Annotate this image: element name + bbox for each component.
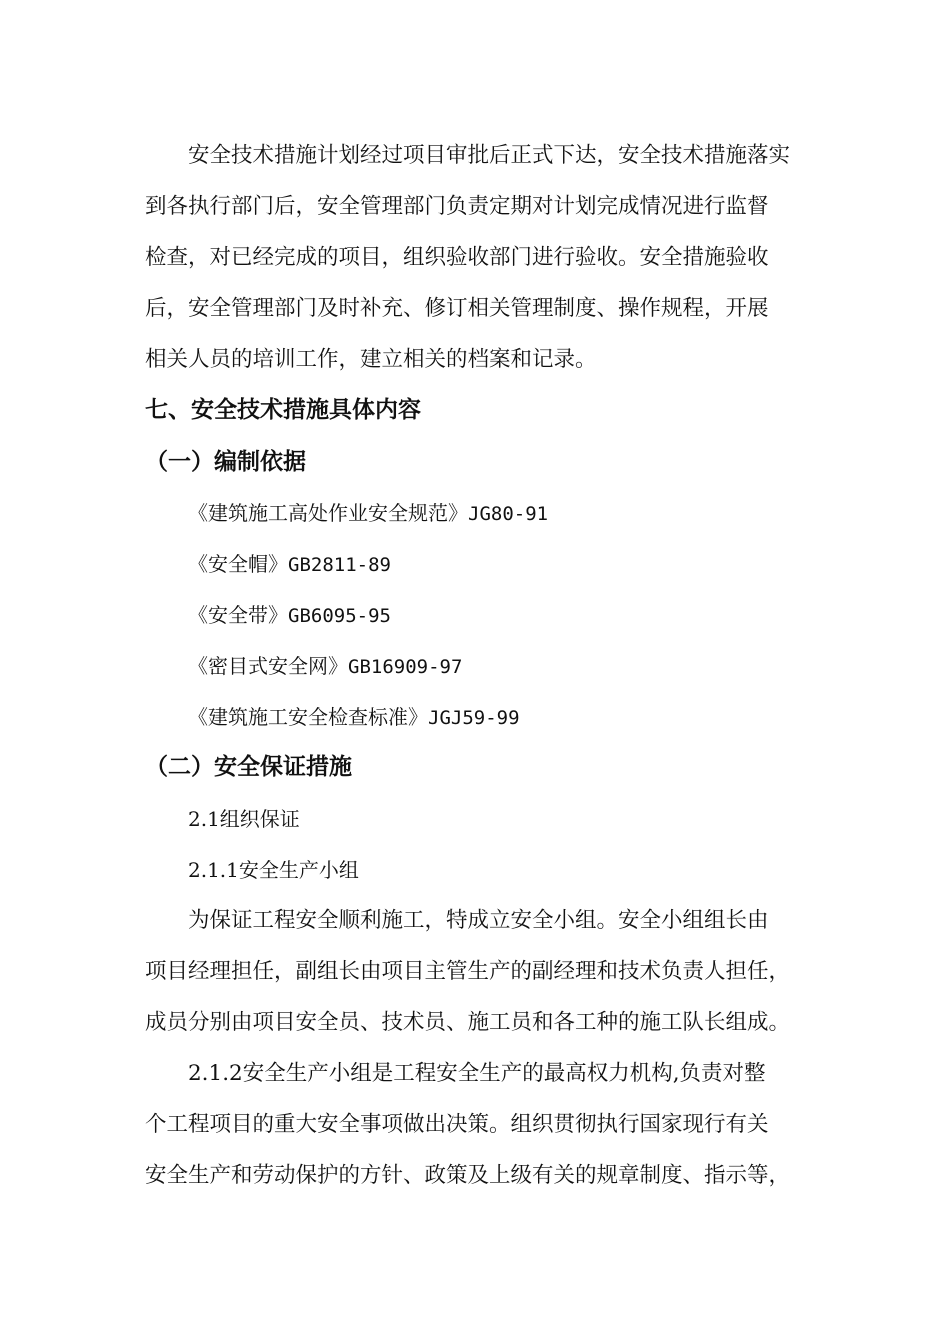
section-heading: 七、安全技术措施具体内容 (145, 397, 421, 423)
reference-code: GB2811-89 (288, 554, 391, 576)
reference-code: JGJ59-99 (428, 707, 520, 729)
reference-code: GB6095-95 (288, 605, 391, 627)
reference-title: 《密目式安全网》 (188, 654, 348, 678)
paragraph-line: 到各执行部门后，安全管理部门负责定期对计划完成情况进行监督 (145, 194, 769, 219)
paragraph-line: 安全技术措施计划经过项目审批后正式下达，安全技术措施落实 (188, 143, 791, 168)
reference-item (188, 702, 520, 733)
paragraph-line: 安全生产和劳动保护的方针、政策及上级有关的规章制度、指示等， (145, 1163, 791, 1188)
paragraph-line: 成员分别由项目安全员、技术员、施工员和各工种的施工队长组成。 (145, 1010, 791, 1035)
paragraph-line: 相关人员的培训工作，建立相关的档案和记录。 (145, 347, 597, 372)
paragraph-line: 检查，对已经完成的项目，组织验收部门进行验收。安全措施验收 (145, 245, 769, 270)
subsection-heading: （一）编制依据 (145, 449, 306, 475)
reference-code: GB16909-97 (348, 656, 463, 678)
reference-title: 《安全带》 (188, 603, 288, 627)
sub-heading: 2.1.1安全生产小组 (188, 858, 359, 882)
paragraph-line: 2.1.2安全生产小组是工程安全生产的最高权力机构,负责对整 (188, 1061, 766, 1086)
paragraph-line: 后，安全管理部门及时补充、修订相关管理制度、操作规程，开展 (145, 296, 769, 321)
reference-title: 《安全帽》 (188, 552, 288, 576)
reference-item (188, 498, 548, 529)
subsection-heading: （二）安全保证措施 (145, 754, 352, 780)
reference-item (188, 651, 462, 682)
paragraph-line: 个工程项目的重大安全事项做出决策。组织贯彻执行国家现行有关 (145, 1112, 769, 1137)
reference-title: 《建筑施工高处作业安全规范》 (188, 501, 468, 525)
reference-code: JG80-91 (468, 503, 549, 525)
reference-item (188, 600, 391, 631)
paragraph-line: 为保证工程安全顺利施工，特成立安全小组。安全小组组长由 (188, 908, 769, 933)
reference-item (188, 549, 391, 580)
sub-heading: 2.1组织保证 (188, 807, 300, 831)
paragraph-line: 项目经理担任，副组长由项目主管生产的副经理和技术负责人担任， (145, 959, 791, 984)
reference-title: 《建筑施工安全检查标准》 (188, 705, 428, 729)
